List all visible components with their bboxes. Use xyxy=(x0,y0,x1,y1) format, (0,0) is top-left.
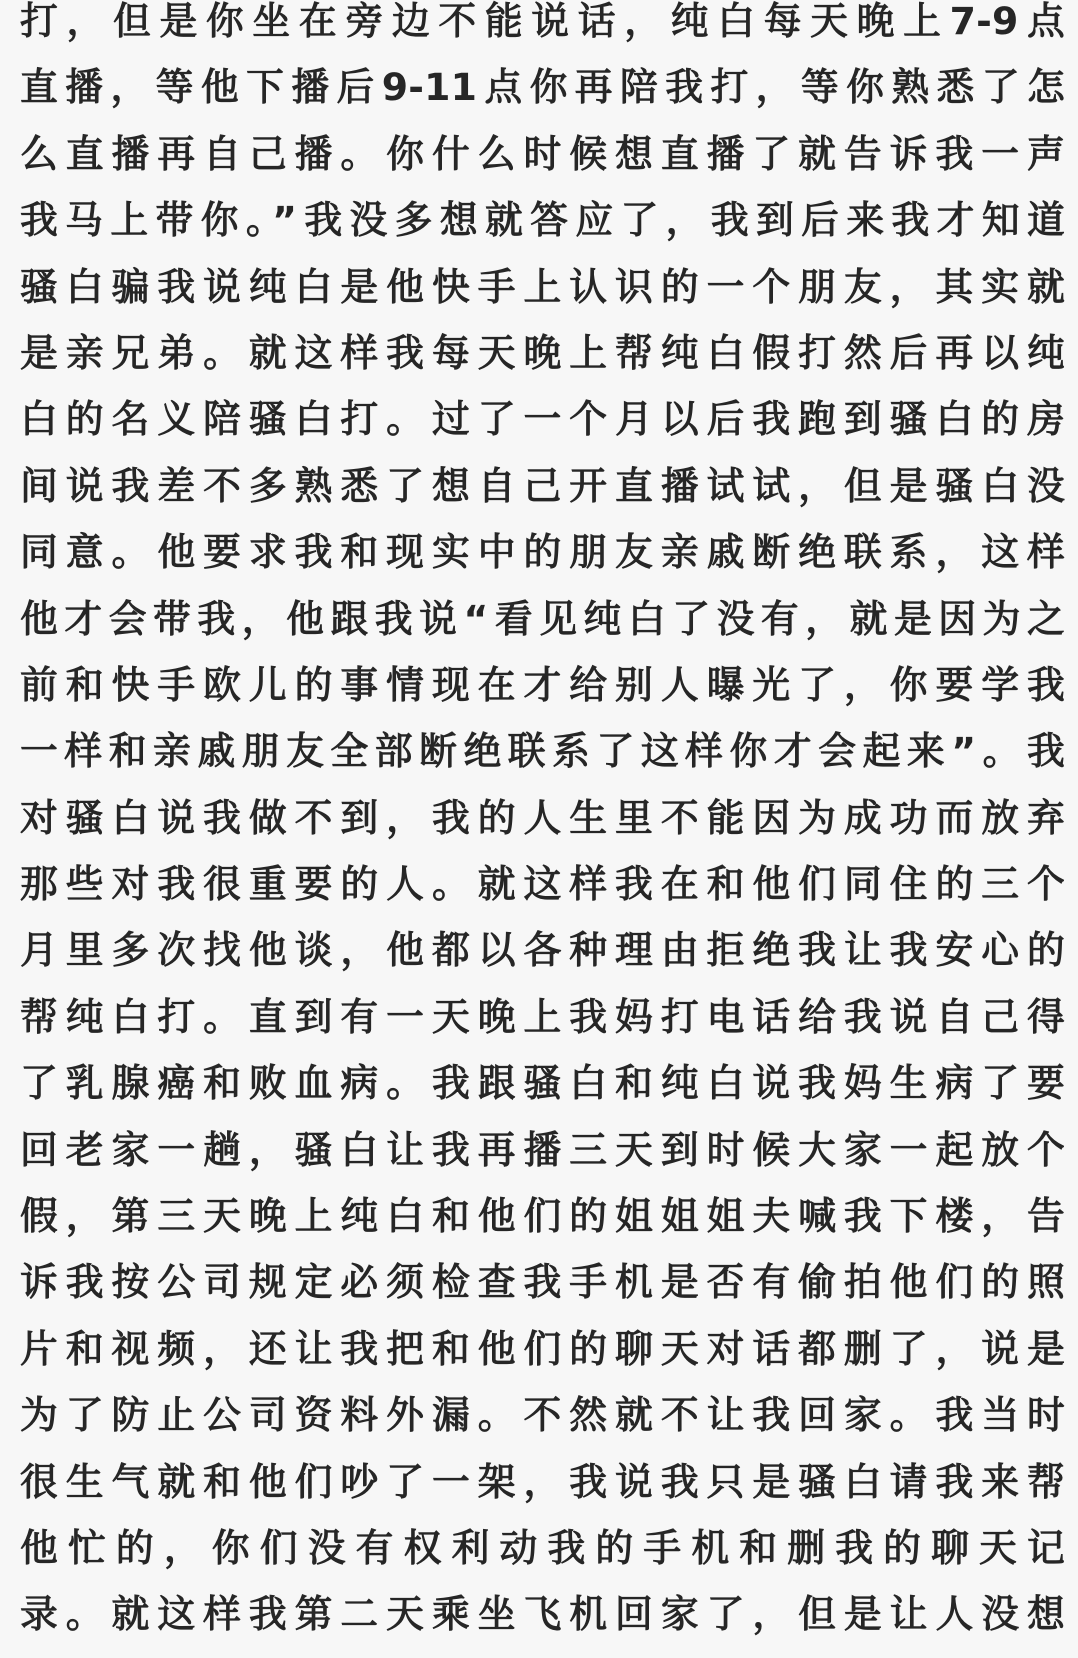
text-line: 了乳腺癌和败血病。我跟骚白和纯白说我妈生病了要 xyxy=(20,1061,1065,1106)
text-line: 他才会带我，他跟我说“看见纯白了没有，就是因为之 xyxy=(20,596,1065,641)
text-line: 一样和亲戚朋友全部断绝联系了这样你才会起来”。我 xyxy=(20,729,1065,774)
text-line: 我马上带你。”我没多想就答应了，我到后来我才知道 xyxy=(20,198,1065,243)
text-line: 对骚白说我做不到，我的人生里不能因为成功而放弃 xyxy=(20,795,1065,840)
text-line: 打，但是你坐在旁边不能说话，纯白每天晚上7-9点 xyxy=(20,0,1065,43)
text-line: 是亲兄弟。就这样我每天晚上帮纯白假打然后再以纯 xyxy=(20,330,1065,375)
text-line: 回老家一趟，骚白让我再播三天到时候大家一起放个 xyxy=(20,1127,1065,1172)
text-line: 片和视频，还让我把和他们的聊天对话都删了，说是 xyxy=(20,1326,1065,1371)
text-line: 那些对我很重要的人。就这样我在和他们同住的三个 xyxy=(20,862,1065,907)
text-line: 白的名义陪骚白打。过了一个月以后我跑到骚白的房 xyxy=(20,397,1065,442)
text-line: 诉我按公司规定必须检查我手机是否有偷拍他们的照 xyxy=(20,1260,1065,1305)
text-line: 月里多次找他谈，他都以各种理由拒绝我让我安心的 xyxy=(20,928,1065,973)
text-line: 么直播再自己播。你什么时候想直播了就告诉我一声 xyxy=(20,131,1065,176)
text-line: 间说我差不多熟悉了想自己开直播试试，但是骚白没 xyxy=(20,463,1065,508)
text-line: 录。就这样我第二天乘坐飞机回家了，但是让人没想 xyxy=(20,1592,1065,1637)
text-line: 帮纯白打。直到有一天晚上我妈打电话给我说自己得 xyxy=(20,994,1065,1039)
text-line: 很生气就和他们吵了一架，我说我只是骚白请我来帮 xyxy=(20,1459,1065,1504)
text-line: 骚白骗我说纯白是他快手上认识的一个朋友，其实就 xyxy=(20,264,1065,309)
document-body xyxy=(20,0,1065,1648)
text-line: 为了防止公司资料外漏。不然就不让我回家。我当时 xyxy=(20,1393,1065,1438)
text-line: 直播，等他下播后9-11点你再陪我打，等你熟悉了怎 xyxy=(20,65,1065,110)
text-line: 同意。他要求我和现实中的朋友亲戚断绝联系，这样 xyxy=(20,530,1065,575)
text-line: 假，第三天晚上纯白和他们的姐姐姐夫喊我下楼，告 xyxy=(20,1194,1065,1239)
text-line: 他忙的，你们没有权利动我的手机和删我的聊天记 xyxy=(20,1525,1065,1570)
text-line: 前和快手欧儿的事情现在才给别人曝光了，你要学我 xyxy=(20,662,1065,707)
